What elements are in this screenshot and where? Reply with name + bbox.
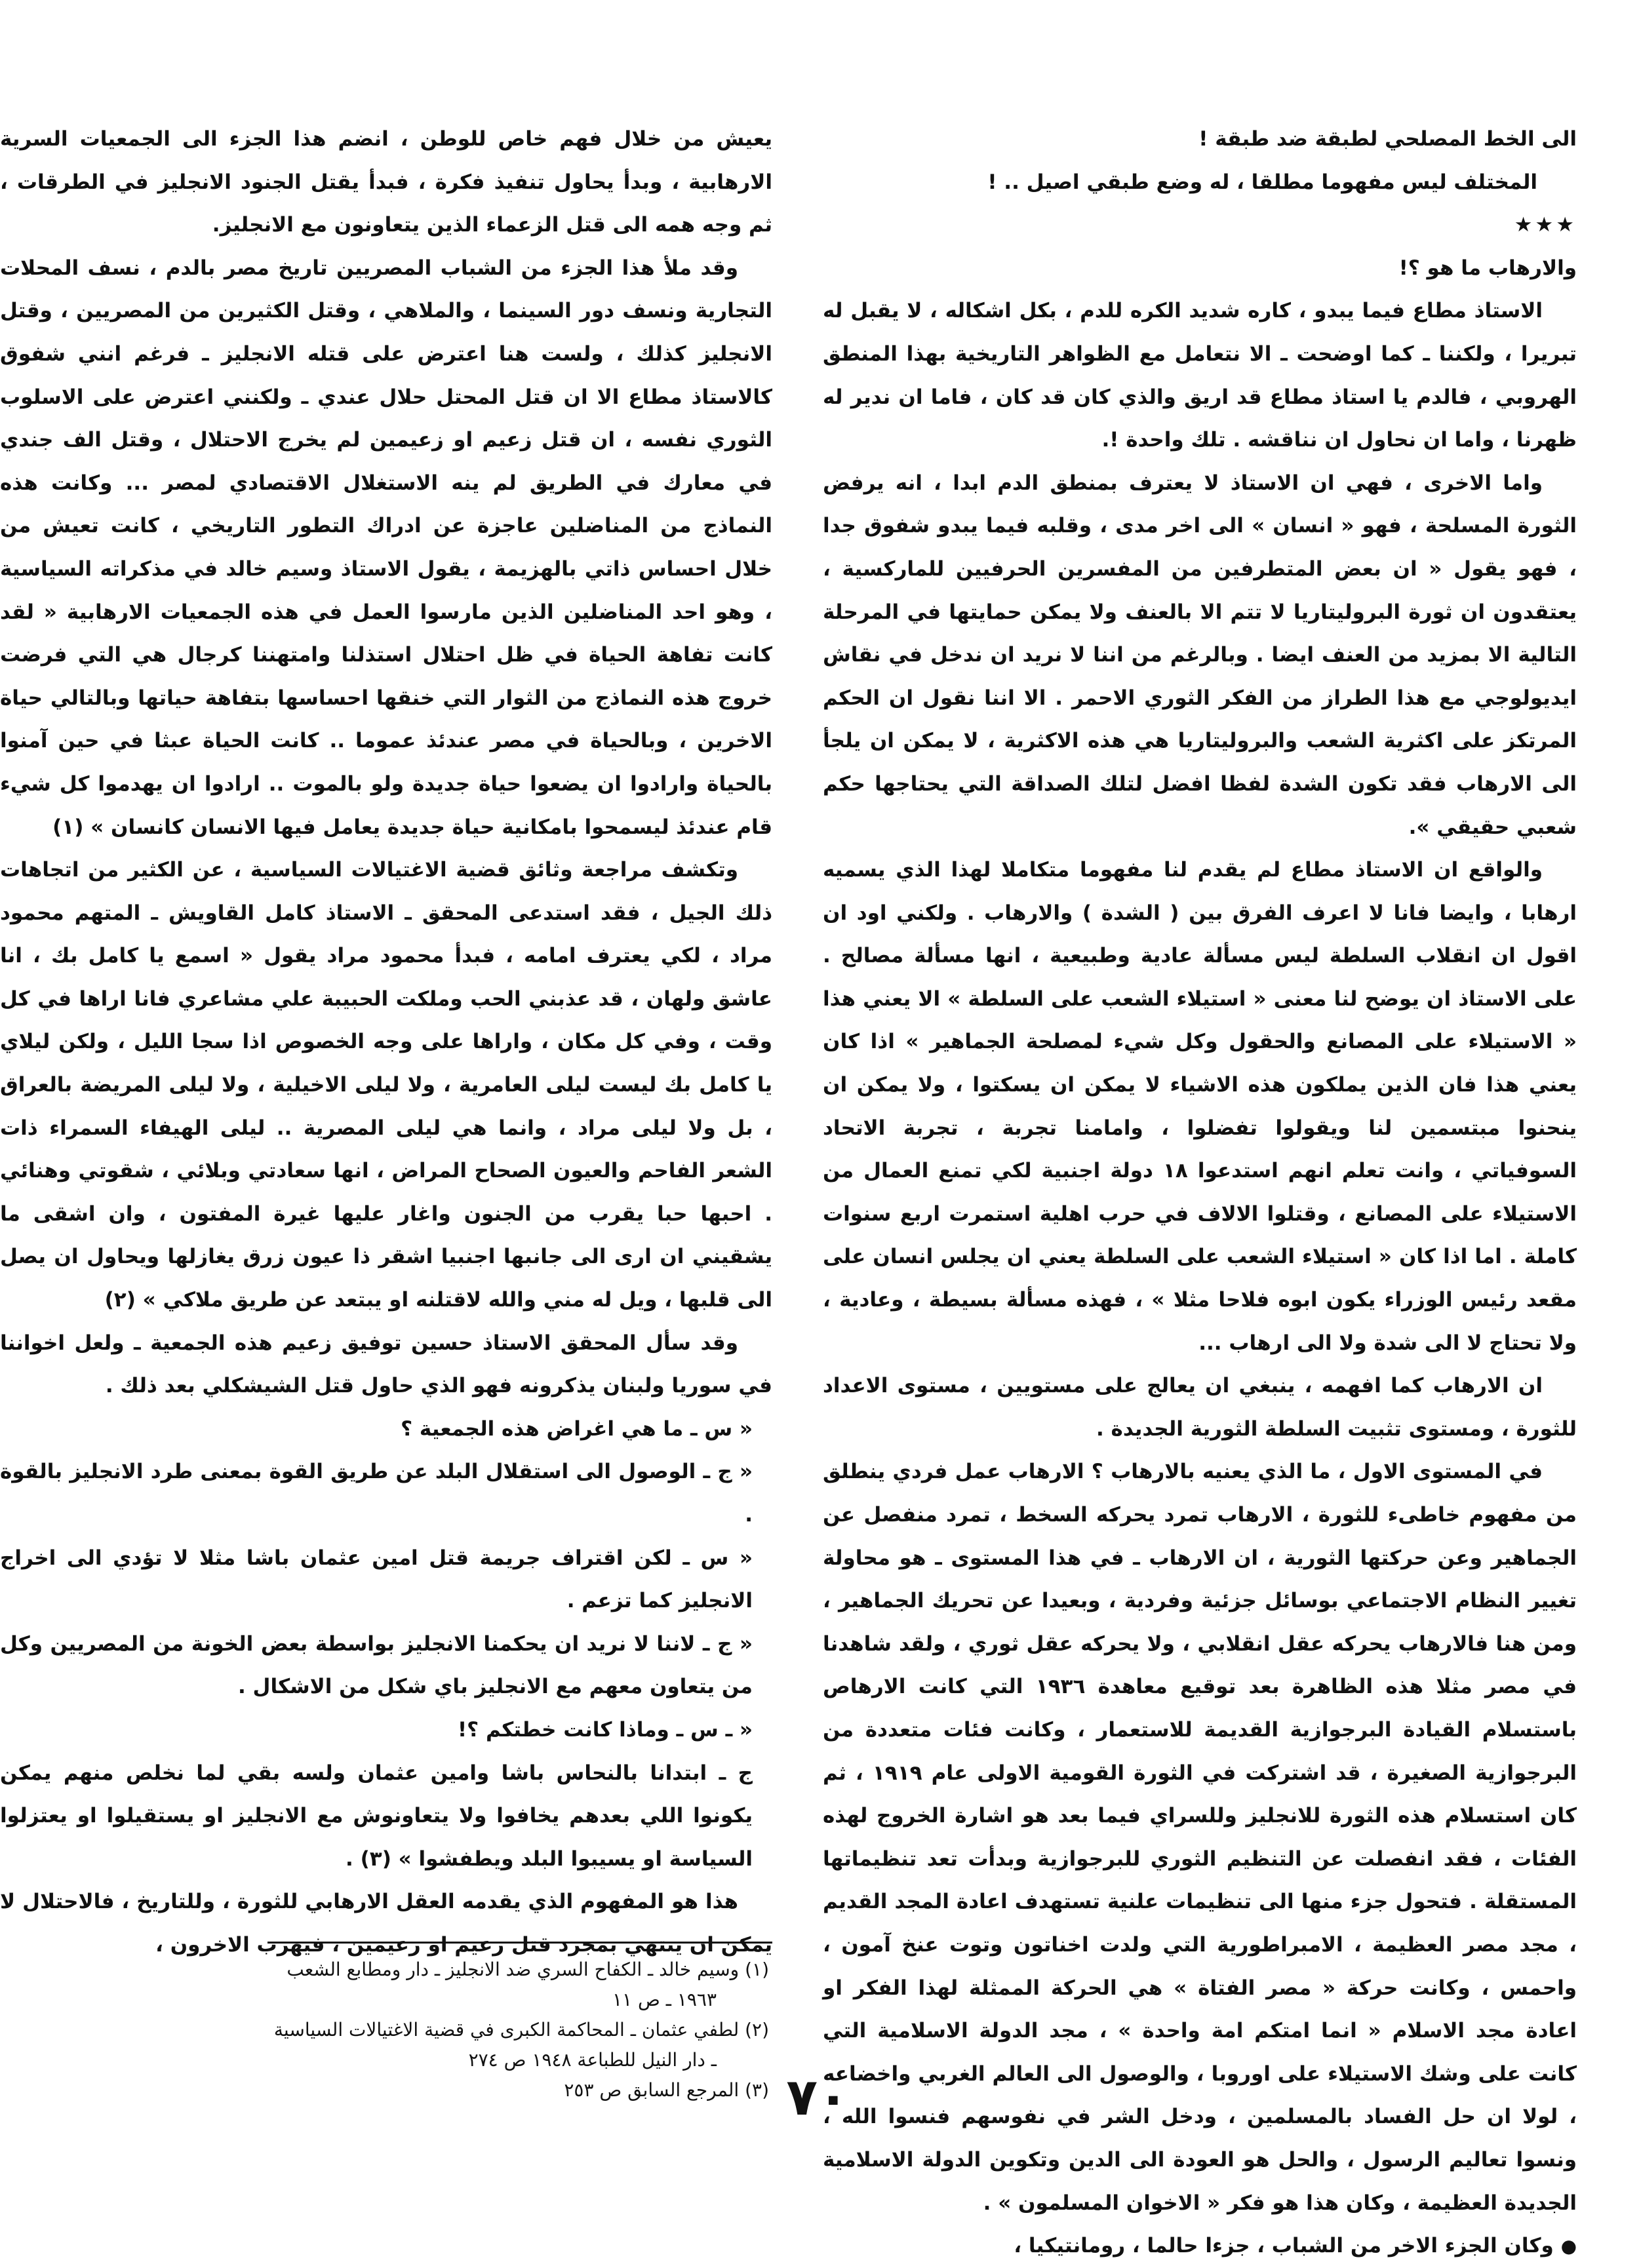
interrogation-line: « ـ س ـ وماذا كانت خطتكم ؟! [458, 1717, 753, 1742]
paragraph: هذا هو المفهوم الذي يقدمه العقل الارهابي للثورة ، وللتاريخ ، فالاحتلال لا يمكن ان ينتهي بمجرد قتل زعيم او زعيمين ، فيهرب الاخرون ، [0, 1890, 772, 1957]
paragraph: الاستاذ مطاع فيما يبدو ، كاره شديد الكره للدم ، بكل اشكاله ، لا يقبل له تبريرا ، ولكننا ـ كما اوضحت ـ الا نتعامل مع الظواهر التاريخية بهذا المنطق الهروبي ، فالدم يا استاذ مطاع قد اريق والذي كان قد كان ، فاما ان ندير له ظهرنا ، واما ان نحاول ان نناقشه . تلك واحدة !. [823, 299, 1577, 452]
section-separator [823, 204, 1577, 247]
footnotes [22, 1955, 769, 2105]
interrogation-line: ج ـ ابتدانا بالنحاس باشا وامين عثمان ولسه بقي لما نخلص منهم يمكن يكونوا اللي بعدهم يخافوا ولا يتعاونوش مع الانجليز او يستقيلوا او يعتزلوا السياسة او يسيبوا البلد ويطفشوا » (٣) . [0, 1761, 753, 1871]
paragraph: يعيش من خلال فهم خاص للوطن ، انضم هذا الجزء الى الجمعيات السرية الارهابية ، وبدأ يحاول تنفيذ فكرة ، فبدأ يقتل الجنود الانجليز في الطرقات ، ثم وجه همه الى قتل الزعماء الذين يتعاونون مع الانجليز. [0, 127, 772, 237]
footnote-1-continued: ١٩٦٣ ـ ص ١١ [612, 1989, 717, 2010]
section-question: والارهاب ما هو ؟! [1398, 256, 1577, 280]
paragraph: وقد ملأ هذا الجزء من الشباب المصريين تاريخ مصر بالدم ، نسف المحلات التجارية ونسف دور السينما ، والملاهي ، وقتل الكثيرين من المصريين ، وقتل الانجليز كذلك ، ولست هنا اعترض على قتله الانجليز ـ فرغم انني شفوق كالاستاذ مطاع الا ان قتل المحتل حلال عندي ـ ولكنني اعترض على الاسلوب الثوري نفسه ، ان قتل زعيم او زعيمين لم يخرج الاحتلال ، وقتل الف جندي في معارك في الطريق لم ينه الاستغلال الاقتصادي لمصر ... وكانت هذه النماذج من المناضلين عاجزة عن ادراك التطور التاريخي ، كانت تعيش من خلال احساس ذاتي بالهزيمة ، يقول الاستاذ وسيم خالد في مذكراته السياسية ، وهو احد المناضلين الذين مارسوا العمل في هذه الجمعيات الارهابية « لقد كانت تفاهة الحياة في ظل احتلال استذلنا وامتهننا كرجال هي التي فرضت خروج هذه النماذج من الثوار التي خنقها احساسها بتفاهة حياتها وبالتالي حياة الاخرين ، وبالحياة في مصر عندئذ عموما .. كانت الحياة عبثا في حين آمنوا بالحياة وارادوا ان يضعوا حياة جديدة ولو بالموت .. ارادوا ان يهدموا كل شيء قام عندئذ ليسمحوا بامكانية حياة جديدة يعامل فيها الانسان كانسان » (١) [0, 256, 772, 839]
footnote-divider [267, 1942, 772, 1944]
interrogation-line: « س ـ ما هي اغراض هذه الجمعية ؟ [401, 1417, 753, 1441]
paragraph: والواقع ان الاستاذ مطاع لم يقدم لنا مفهوما متكاملا لهذا الذي يسميه ارهابا ، وايضا فانا لا اعرف الفرق بين ( الشدة ) والارهاب . ولكني اود ان اقول ان انقلاب السلطة ليس مسألة عادية وطبيعية ، انها مسألة مصالح . على الاستاذ ان يوضح لنا معنى « استيلاء الشعب على السلطة » الا يعني هذا « الاستيلاء على المصانع والحقول وكل شيء لمصلحة الجماهير » اذا كان يعني هذا فان الذين يملكون هذه الاشياء لا يمكن ان يسكتوا ، ولا يمكن ان ينحنوا مبتسمين لنا ويقولوا تفضلوا ، وامامنا تجربة ، تجربة الاتحاد السوفياتي ، وانت تعلم انهم استدعوا ١٨ دولة اجنبية لكي تمنع العمال من الاستيلاء على المصانع ، وقتلوا الالاف في حرب اهلية استمرت اربع سنوات كاملة . اما اذا كان « استيلاء الشعب على السلطة يعني ان يجلس انسان على مقعد رئيس الوزراء يكون ابوه فلاحا مثلا » ، فهذه مسألة بسيطة ، وعادية ، ولا تحتاج لا الى شدة ولا الى ارهاب ... [823, 858, 1577, 1355]
footnote-3: (٣) المرجع السابق ص ٢٥٣ [564, 2079, 769, 2101]
paragraph: وتكشف مراجعة وثائق قضية الاغتيالات السياسية ، عن الكثير من اتجاهات ذلك الجيل ، فقد استدعى المحقق ـ الاستاذ كامل القاويش ـ المتهم محمود مراد ، لكي يعترف امامه ، فبدأ محمود مراد يقول « اسمع يا كامل بك ، انا عاشق ولهان ، قد عذبني الحب وملكت الحبيبة علي مشاعري فانا اراها في كل وقت ، وفي كل مكان ، واراها على وجه الخصوص اذا سجا الليل ، ولكن ليلاي يا كامل بك ليست ليلى العامرية ، ولا ليلى الاخيلية ، ولا ليلى المريضة بالعراق ، بل ولا ليلى مراد ، وانما هي ليلى المصرية .. ليلى الهيفاء السمراء ذات الشعر الفاحم والعيون الصحاح المراض ، انها سعادتي وبلائي ، شقوتي وهنائي . احبها حبا يقرب من الجنون واغار عليها غيرة المفتون ، وان اشقى ما يشقيني ان ارى الى جانبها اجنبيا اشقر ذا عيون زرق يغازلها ويحاول ان يصل الى قلبها ، ويل له مني والله لاقتلنه او يبتعد عن طريق ملاكي » (٢) [0, 858, 772, 1312]
interrogation-line: « ج ـ الوصول الى استقلال البلد عن طريق القوة بمعنى طرد الانجليز بالقوة . [0, 1460, 753, 1527]
paragraph-with-bullet [823, 2225, 1577, 2268]
footnote-2: (٢) لطفي عثمان ـ المحاكمة الكبرى في قضية الاغتيالات السياسية [273, 2019, 769, 2041]
paragraph: وقد سأل المحقق الاستاذ حسين توفيق زعيم هذه الجمعية ـ ولعل اخواننا في سوريا ولبنان يذكرونه فهو الذي حاول قتل الشيشكلي بعد ذلك . [0, 1331, 772, 1398]
paragraph-text: وكان الجزء الاخر من الشباب ، جزءا حالما ، رومانتيكيا ، [1014, 2234, 1554, 2258]
paragraph: ان الارهاب كما افهمه ، ينبغي ان يعالج على مستويين ، مستوى الاعداد للثورة ، ومستوى تثبيت السلطة الثورية الجديدة . [823, 1374, 1577, 1441]
bullet-icon: ● [1560, 2235, 1577, 2258]
page-number: ٧٠ [786, 2068, 849, 2127]
footnote-1: (١) وسيم خالد ـ الكفاح السري ضد الانجليز ـ دار ومطابع الشعب [287, 1959, 769, 1980]
interrogation-line: « ج ـ لاننا لا نريد ان يحكمنا الانجليز بواسطة بعض الخونة من المصريين وكل من يتعاون معهم مع الانجليز باي شكل من الاشكال . [0, 1632, 753, 1699]
right-column [823, 118, 1577, 2258]
paragraph: في المستوى الاول ، ما الذي يعنيه بالارهاب ؟ الارهاب عمل فردي ينطلق من مفهوم خاطىء للثورة ، الارهاب تمرد يحركه السخط ، تمرد منفصل عن الجماهير وعن حركتها الثورية ، ان الارهاب ـ في هذا المستوى ـ هو محاولة تغيير النظام الاجتماعي بوسائل جزئية وفردية ، وبعيدا عن تحريك الجماهير ، ومن هنا فالارهاب يحركه عقل انقلابي ، ولا يحركه عقل ثوري ، ولقد شاهدنا في مصر مثلا هذه الظاهرة بعد توقيع معاهدة ١٩٣٦ التي كانت الارهاص باستسلام القيادة البرجوازية القديمة للاستعمار ، وكانت فئات متعددة من البرجوازية الصغيرة ، قد اشتركت في الثورة القومية الاولى عام ١٩١٩ ، ثم كان استسلام هذه الثورة للانجليز وللسراي فيما بعد هو اشارة الخروج لهذه الفئات ، فقد انفصلت عن التنظيم الثوري للبرجوازية وبدأت تعد تنظيماتها المستقلة . فتحول جزء منها الى تنظيمات علنية تستهدف اعادة المجد القديم ، مجد مصر العظيمة ، الامبراطورية التي ولدت اخناتون وتوت عنخ آمون ، واحمس ، وكانت حركة « مصر الفتاة » هي الحركة الممثلة لهذا الفكر او اعادة مجد الاسلام « انما امتكم امة واحدة » ، مجد الدولة الاسلامية التي كانت على وشك الاستيلاء على اوروبا ، والوصول الى العالم الغربي واخضاعه ، لولا ان حل الفساد بالمسلمين ، ودخل الشر في نفوسهم فنسوا الله ، ونسوا تعاليم الرسول ، والحل هو العودة الى الدين وتكوين الدولة الاسلامية الجديدة العظيمة ، وكان هذا هو فكر « الاخوان المسلمون » . [823, 1460, 1577, 2215]
left-column [0, 118, 772, 1957]
separator-stars: ★★★ [1514, 213, 1577, 237]
heading-line-1: الى الخط المصلحي لطبقة ضد طبقة ! [1198, 127, 1577, 151]
interrogation-line: « س ـ لكن اقتراف جريمة قتل امين عثمان باشا مثلا لا تؤدي الى اخراج الانجليز كما تزعم . [0, 1546, 753, 1613]
footnote-2-continued: ـ دار النيل للطباعة ١٩٤٨ ص ٢٧٤ [468, 2049, 717, 2071]
heading-line-2: المختلف ليس مفهوما مطلقا ، له وضع طبقي اصيل .. ! [987, 170, 1537, 194]
paragraph: واما الاخرى ، فهي ان الاستاذ لا يعترف بمنطق الدم ابدا ، انه يرفض الثورة المسلحة ، فهو « انسان » الى اخر مدى ، وقلبه فيما يبدو شفوق جدا ، فهو يقول « ان بعض المتطرفين من المفسرين الحرفيين للماركسية ، يعتقدون ان ثورة البروليتاريا لا تتم الا بالعنف ولا يمكن حمايتها في المرحلة التالية الا بمزيد من العنف ايضا . وبالرغم من اننا لا نريد ان ندخل في نقاش ايديولوجي مع هذا الطراز من الفكر الثوري الاحمر . الا اننا نقول ان الحكم المرتكز على اكثرية الشعب والبروليتاريا هي هذه الاكثرية ، لا يمكن ان يلجأ الى الارهاب فقد تكون الشدة لفظا افضل لتلك الصداقة التي يحتاجها حكم شعبي حقيقي ». [823, 471, 1577, 839]
